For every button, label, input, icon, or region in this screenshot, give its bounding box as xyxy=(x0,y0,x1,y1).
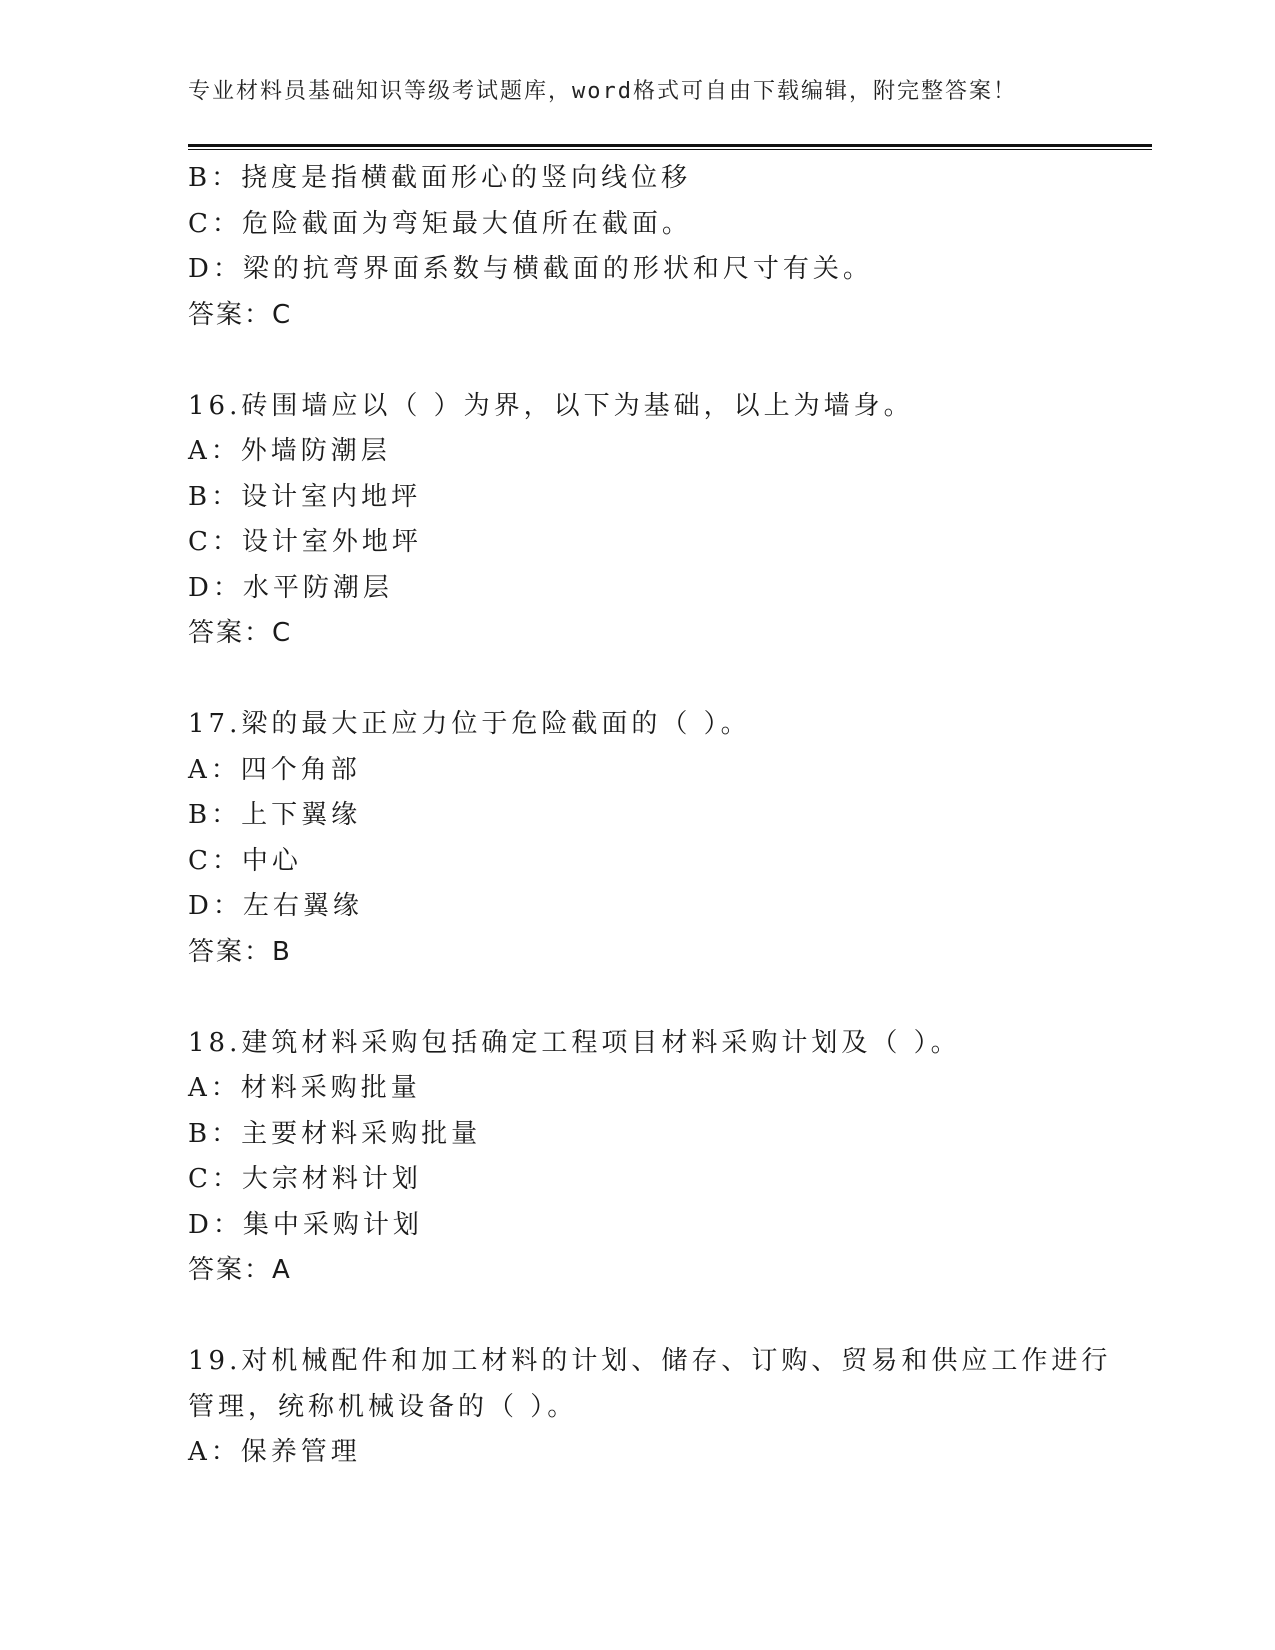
option-c: C：设计室外地坪 xyxy=(188,527,422,557)
question-stem: 18.建筑材料采购包括确定工程项目材料采购计划及（ ）。 xyxy=(188,1027,961,1058)
document-body xyxy=(188,156,1112,1476)
spacer xyxy=(188,975,1088,1021)
option-d: D：水平防潮层 xyxy=(188,572,393,603)
question-stem: 16.砖围墙应以（ ）为界，以下为基础，以上为墙身。 xyxy=(188,390,914,421)
question-stem: 19.对机械配件和加工材料的计划、储存、订购、贸易和供应工作进行 xyxy=(188,1346,1112,1376)
option-c: C：大宗材料计划 xyxy=(188,1164,422,1194)
option-a: A：外墙防潮层 xyxy=(188,436,391,466)
option-d: D：梁的抗弯界面系数与横截面的形状和尺寸有关。 xyxy=(188,254,873,284)
option-d: D：集中采购计划 xyxy=(188,1209,423,1240)
option-d: D：左右翼缘 xyxy=(188,891,363,921)
spacer xyxy=(188,657,1088,703)
page-header: 专业材料员基础知识等级考试题库，word格式可自由下载编辑，附完整答案！ xyxy=(188,79,1017,104)
spacer xyxy=(188,1294,1088,1340)
answer-line: 答案：C xyxy=(188,618,293,648)
option-a: A：保养管理 xyxy=(188,1437,361,1467)
question-stem: 17.梁的最大正应力位于危险截面的（ ）。 xyxy=(188,709,751,739)
spacer xyxy=(188,338,1088,384)
option-b: B：上下翼缘 xyxy=(188,800,362,830)
answer-line: 答案：A xyxy=(188,1255,292,1285)
option-c: C：危险截面为弯矩最大值所在截面。 xyxy=(188,208,692,239)
answer-line: 答案：C xyxy=(188,299,293,330)
option-b: B：主要材料采购批量 xyxy=(188,1118,482,1149)
option-a: A：材料采购批量 xyxy=(188,1073,421,1103)
option-c: C：中心 xyxy=(188,845,302,876)
answer-line: 答案：B xyxy=(188,936,292,967)
option-b: B：挠度是指横截面形心的竖向线位移 xyxy=(188,163,692,193)
header-rule-thin xyxy=(188,149,1152,150)
option-b: B：设计室内地坪 xyxy=(188,481,422,512)
option-a: A：四个角部 xyxy=(188,754,361,785)
header-rule-thick xyxy=(188,144,1152,147)
question-stem-continued: 管理，统称机械设备的（ ）。 xyxy=(188,1391,578,1422)
